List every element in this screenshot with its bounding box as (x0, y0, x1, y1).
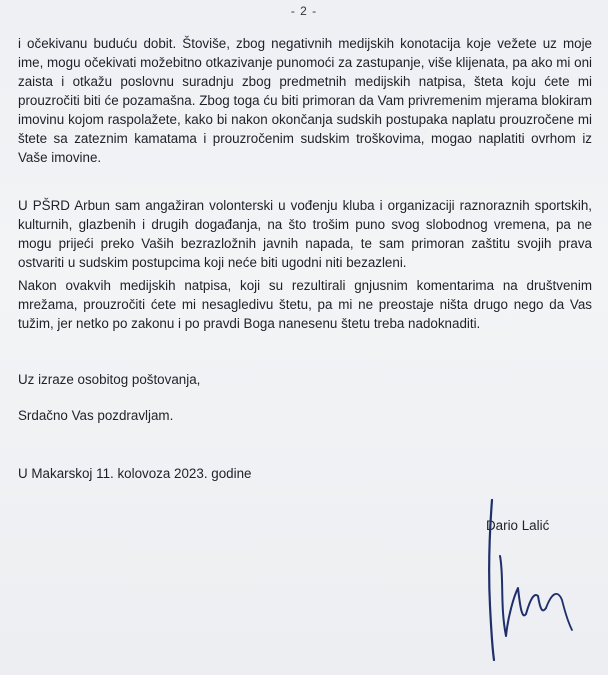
handwritten-signature (470, 496, 590, 666)
body-paragraph-3: Nakon ovakvih medijskih natpisa, koji su rezultirali gnjusnim komentarima na društvenim mrežama, prouzročiti ćete mi nesagledivu štetu, pa mi ne preostaje ništa drugo nego da Vas tužim, jer netko po zakonu i po pravdi Boga nanesenu štetu treba nadoknaditi. (18, 278, 592, 331)
body-paragraph-1: i očekivanu buduću dobit. Štoviše, zbog negativnih medijskih konotacija koje vežete uz moje ime, mogu očekivati možebitno otkazivanje punomoći za zastupanje, više klijenata, pa ako mi oni zaista i otkažu poslovnu suradnju zbog predmetnih medijskih natpisa, šteta koju ćete mi prouzročiti biti će pozamašna. Zbog toga ću biti primoran da Vam privremenim mjerama blokiram imovinu kojom raspolažete, kako bi nakon okončanja sudskih postupaka naplatu prouzročene mi štete sa zateznim kamatama i prouzročenim sudskim troškovima, mogao naplatiti ovrhom iz Vaše imovine. (18, 36, 592, 165)
page-number: - 2 - (290, 4, 318, 18)
closing-greeting: Srdačno Vas pozdravljam. (18, 408, 174, 423)
place-and-date: U Makarskoj 11. kolovoza 2023. godine (18, 466, 252, 481)
closing-regards: Uz izraze osobitog poštovanja, (18, 372, 201, 387)
signer-name: Dario Lalić (486, 518, 550, 533)
body-paragraph-2: U PŠRD Arbun sam angažiran volonterski u vođenju kluba i organizaciji raznoraznih sportskih, kulturnih, glazbenih i drugih događanja, na što trošim puno svog slobodnog vremena, pa ne mogu prijeći preko Vaših bezrazložnih javnih napada, te sam primoran zaštitu svojih prava ostvariti u sudskim postupcima koji neće biti ugodni niti bezazleni. (18, 198, 592, 270)
